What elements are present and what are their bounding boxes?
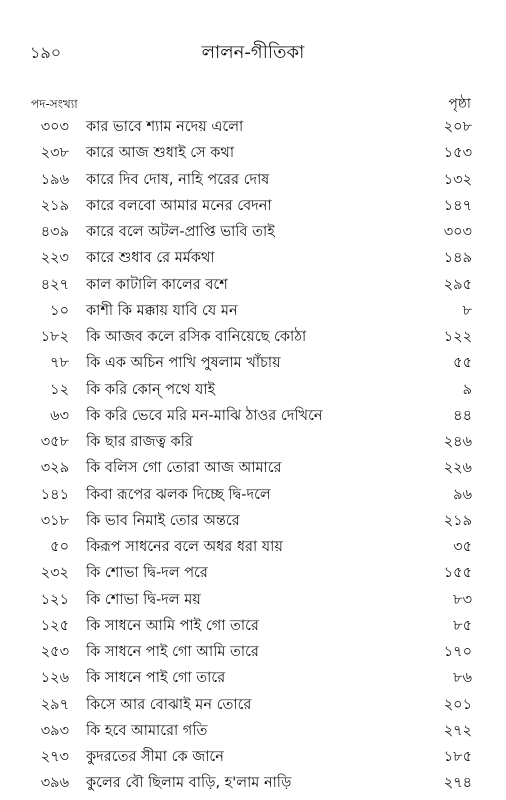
page-reference: ৯৬ <box>453 486 472 503</box>
first-line: কারে শুধাব রে মর্মকথা <box>86 250 215 267</box>
index-entry <box>0 613 506 639</box>
index-entry <box>0 744 506 770</box>
running-title: লালন-গীতিকা <box>201 42 305 63</box>
page-reference: ৩৫ <box>453 539 472 555</box>
first-line: কিসে আর বোঝাই মন তোরে <box>86 696 252 713</box>
page-reference: ৮৩ <box>453 591 472 608</box>
page-reference: ১২২ <box>443 329 472 345</box>
first-line: কি আজব কলে রসিক বানিয়েছে কোঠা <box>86 329 307 345</box>
poem-number: ১২১ <box>40 591 69 608</box>
poem-number: ৩৫৮ <box>40 434 69 450</box>
poem-number: ২৫৩ <box>40 644 69 660</box>
first-line: কারে দিব দোষ, নাহি পরের দোষ <box>86 171 270 188</box>
index-entry <box>0 167 506 193</box>
index-entry <box>0 455 506 481</box>
index-entry <box>0 193 506 219</box>
poem-number: ২৯৭ <box>40 696 69 713</box>
index-entry <box>0 692 506 718</box>
index-list <box>0 114 506 797</box>
poem-number: ৪২৭ <box>40 276 69 293</box>
poem-number: ১২ <box>50 381 69 398</box>
poem-number: ১৮২ <box>40 329 69 345</box>
page-reference: ৪৪ <box>453 407 472 424</box>
poem-number: ৩৯৬ <box>40 775 69 792</box>
page-reference: ২৭৪ <box>443 775 472 792</box>
first-line: কি ভাব নিমাই তোর অন্তরে <box>86 512 240 529</box>
page-reference: ১৩২ <box>443 171 472 188</box>
index-entry <box>0 534 506 560</box>
index-entry <box>0 560 506 586</box>
page-reference: ২৪৬ <box>443 434 472 450</box>
page-reference: ১৪৯ <box>443 250 472 267</box>
first-line: কি করি ভেবে মরি মন-মাঝি ঠাওর দেখিনে <box>86 407 323 424</box>
poem-number: ৩৯৩ <box>40 722 69 739</box>
index-entry <box>0 298 506 324</box>
poem-number: ১৯৬ <box>40 171 69 188</box>
first-line: কি হবে আমারো গতি <box>86 722 208 739</box>
page-reference: ১৪৭ <box>443 197 472 214</box>
index-entry <box>0 639 506 665</box>
index-entry <box>0 770 506 796</box>
index-entry <box>0 377 506 403</box>
page-reference: ৮৫ <box>453 617 472 634</box>
first-line: কাল কাটালি কালের বশে <box>86 276 228 293</box>
page-number: ১৯০ <box>30 43 62 62</box>
index-entry <box>0 350 506 376</box>
poem-number: ২১৯ <box>40 197 69 214</box>
first-line: কি বলিস গো তোরা আজ আমারে <box>86 460 282 477</box>
poem-number: ১৪১ <box>40 486 69 503</box>
page-reference: ২১৯ <box>443 512 472 529</box>
column-header-page: পৃষ্ঠা <box>448 96 471 112</box>
column-header-poem-number: পদ-সংখ্যা <box>31 97 78 111</box>
poem-number: ২৩২ <box>40 565 69 582</box>
index-entry <box>0 403 506 429</box>
index-entry <box>0 245 506 271</box>
poem-number: ৪৩৯ <box>40 224 69 240</box>
first-line: কি সাধনে পাই গো আমি তারে <box>86 644 259 660</box>
page-reference: ৯ <box>462 381 472 398</box>
page-reference: ২০৮ <box>443 119 472 135</box>
first-line: কারে বলবো আমার মনের বেদনা <box>86 197 272 214</box>
index-entry <box>0 718 506 744</box>
page-reference: ৮ <box>462 302 472 319</box>
index-entry <box>0 482 506 508</box>
first-line: কারে বলে অটল-প্রাপ্তি ভাবি তাই <box>86 224 275 240</box>
index-entry <box>0 324 506 350</box>
poem-number: ৭৮ <box>50 355 69 372</box>
first-line: কাশী কি মক্কায় যাবি যে মন <box>86 302 238 319</box>
index-entry <box>0 587 506 613</box>
page-reference: ২০১ <box>443 696 472 713</box>
page-reference: ৩০৩ <box>443 224 472 240</box>
poem-number: ৩০৩ <box>40 119 69 135</box>
poem-number: ২৩৮ <box>40 145 69 162</box>
first-line: কি এক অচিন পাখি পুষলাম খাঁচায় <box>86 355 281 372</box>
index-entry <box>0 219 506 245</box>
poem-number: ৬৩ <box>50 407 69 424</box>
first-line: কুলের বৌ ছিলাম বাড়ি, হ'লাম নাড়ি <box>86 775 292 792</box>
page-reference: ১৭০ <box>443 644 472 660</box>
poem-number: ৫০ <box>50 539 69 555</box>
first-line: কুদরতের সীমা কে জানে <box>86 749 224 765</box>
page-reference: ১৫৩ <box>443 145 472 162</box>
page-reference: ১৫৫ <box>443 565 472 582</box>
first-line: কি সাধনে আমি পাই গো তারে <box>86 617 259 634</box>
page-reference: ৫৫ <box>453 355 472 372</box>
poem-number: ১২৫ <box>40 617 69 634</box>
first-line: কিবা রূপের ঝলক দিচ্ছে দ্বি-দলে <box>86 486 271 503</box>
first-line: কি ছার রাজত্ব করি <box>86 434 193 450</box>
index-entry <box>0 508 506 534</box>
poem-number: ৩১৮ <box>40 512 69 529</box>
page-reference: ২৯৫ <box>443 276 472 293</box>
poem-number: ১২৬ <box>40 670 69 687</box>
first-line: কার ভাবে শ্যাম নদেয় এলো <box>86 119 244 135</box>
first-line: কিরূপ সাধনের বলে অধর ধরা যায় <box>86 539 283 555</box>
index-entry <box>0 140 506 166</box>
poem-number: ২২৩ <box>40 250 69 267</box>
first-line: কারে আজ শুধাই সে কথা <box>86 145 235 162</box>
poem-number: ২৭৩ <box>40 749 69 765</box>
index-entry <box>0 272 506 298</box>
index-entry <box>0 114 506 140</box>
page-reference: ৮৬ <box>453 670 472 687</box>
index-entry <box>0 665 506 691</box>
first-line: কি সাধনে পাই গো তারে <box>86 670 226 687</box>
poem-number: ১০ <box>50 302 69 319</box>
page-reference: ২৭২ <box>443 722 472 739</box>
first-line: কি শোভা দ্বি-দল পরে <box>86 565 208 582</box>
poem-number: ৩২৯ <box>40 460 69 477</box>
first-line: কি শোভা দ্বি-দল ময় <box>86 591 201 608</box>
page-reference: ১৮৫ <box>443 749 472 765</box>
index-entry <box>0 429 506 455</box>
first-line: কি করি কোন্ পথে যাই <box>86 381 216 398</box>
page-reference: ২২৬ <box>443 460 472 477</box>
